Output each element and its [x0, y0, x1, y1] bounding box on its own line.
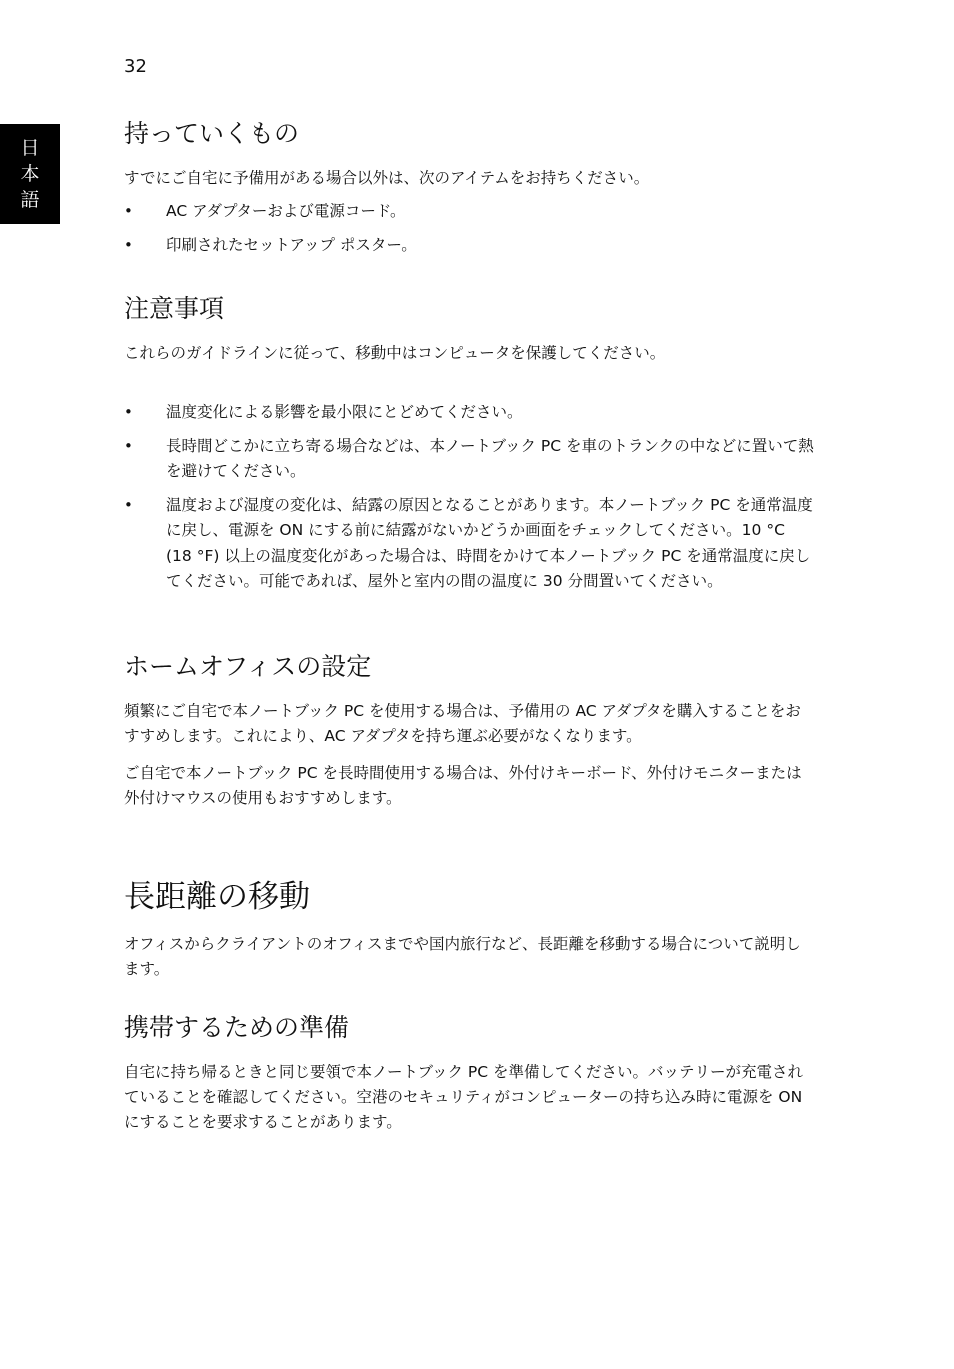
- paragraph: ご自宅で本ノートブック PC を長時間使用する場合は、外付けキーボード、外付けモニターまたは外付けマウスの使用もおすすめします。: [124, 764, 802, 807]
- section-heading: 長距離の移動: [124, 879, 310, 915]
- bullet-icon: •: [124, 235, 133, 254]
- section-home-office: [124, 651, 814, 811]
- paragraph: オフィスからクライアントのオフィスまでや国内旅行など、長距離を移動する場合について説明します。: [124, 935, 801, 978]
- bullet-icon: •: [124, 403, 133, 421]
- section-precautions: [124, 293, 814, 603]
- section-heading: 持っていくもの: [124, 119, 300, 148]
- bullet-list: [124, 199, 814, 258]
- section-heading: 注意事項: [124, 294, 225, 323]
- list-item: • 印刷されたセットアップ ポスター。: [124, 233, 814, 259]
- section-intro: すでにご自宅に予備用がある場合以外は、次のアイテムをお持ちください。: [124, 169, 650, 187]
- bullet-icon: •: [124, 495, 133, 514]
- section-long-distance: [124, 878, 814, 982]
- paragraph: 頻繁にご自宅で本ノートブック PC を使用する場合は、予備用の AC アダプタを購入することをおすすめします。これにより、AC アダプタを持ち運ぶ必要がなくなります。: [124, 702, 801, 745]
- section-heading: 携帯するための準備: [124, 1013, 350, 1042]
- list-item: • AC アダプターおよび電源コード。: [124, 199, 814, 225]
- bullet-icon: •: [124, 436, 133, 455]
- section-intro: これらのガイドラインに従って、移動中はコンピュータを保護してください。: [124, 344, 666, 362]
- section-preparing: [124, 1012, 814, 1135]
- page-number: 32: [124, 56, 147, 77]
- language-tab-char: 本: [20, 163, 40, 185]
- section-body: [124, 699, 814, 811]
- section-heading: ホームオフィスの設定: [124, 652, 372, 681]
- language-tab-char: 語: [20, 189, 40, 211]
- language-tab-char: 日: [20, 137, 40, 159]
- list-item: • 長時間どこかに立ち寄る場合などは、本ノートブック PC を車のトランクの中などに置いて熱を避けてください。: [124, 434, 814, 485]
- language-tab: [0, 124, 60, 224]
- bullet-icon: •: [124, 202, 133, 220]
- paragraph: 自宅に持ち帰るときと同じ要領で本ノートブック PC を準備してください。バッテリーが充電されていることを確認してください。空港のセキュリティがコンピューターの持ち込み時に電源を ON にすることを要求することがあります。: [124, 1063, 804, 1131]
- bullet-list: [124, 400, 814, 595]
- list-item: • 温度および湿度の変化は、結露の原因となることがあります。本ノートブック PC を通常温度に戻し、電源を ON にする前に結露がないかどうか画面をチェックしてください。10 °C (18 °F) 以上の温度変化があった場合は、時間をかけて本ノートブック PC を通常温度に戻してください。可能であれば、屋外と室内の間の温度に 30 分間置いてください。: [124, 493, 814, 595]
- section-things-to-bring: [124, 118, 814, 266]
- list-item: • 温度変化による影響を最小限にとどめてください。: [124, 400, 814, 426]
